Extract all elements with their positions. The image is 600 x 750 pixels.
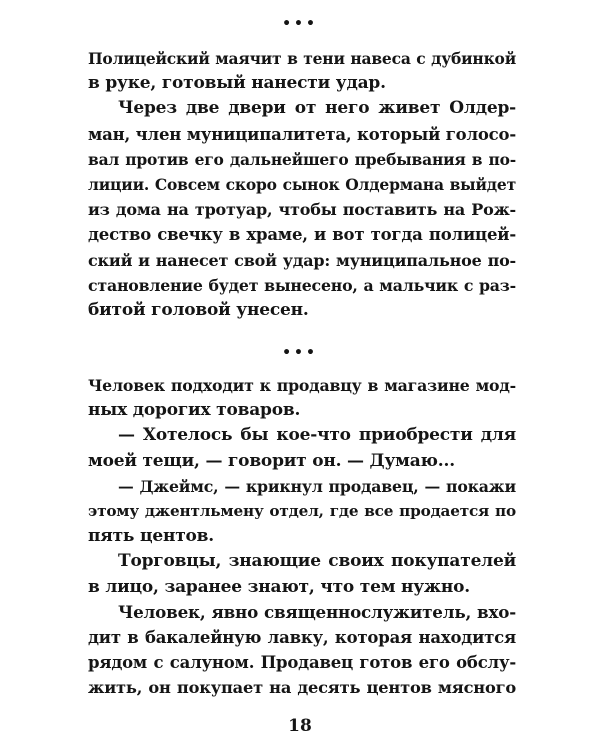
text-line: вал против его дальнейшего пребывания в по- <box>88 149 516 169</box>
section-separator: ••• <box>282 345 318 361</box>
text-line: Человек, явно священнослужитель, вхо- <box>118 601 516 622</box>
text-line: битой головой унесен. <box>88 299 309 320</box>
text-line: моей тещи, — говорит он. — Думаю... <box>88 450 455 471</box>
text-line: из дома на тротуар, чтобы поставить на Рож- <box>88 200 516 220</box>
text-line: этому джентльмену отдел, где все продается по <box>88 501 516 520</box>
text-line: жить, он покупает на десять центов мясного <box>88 678 516 698</box>
text-line: рядом с салуном. Продавец готов его обслу- <box>88 653 516 673</box>
text-line: — Джеймс, — крикнул продавец, — покажи <box>118 476 516 496</box>
text-line: ных дорогих товаров. <box>88 400 301 421</box>
text-line: Человек подходит к продавцу в магазине мод- <box>88 376 516 395</box>
text-line: становление будет вынесено, а мальчик с раз- <box>88 275 516 295</box>
text-line: Через две двери от него живет Олдер- <box>118 98 516 119</box>
text-line: ский и нанесет свой удар: муниципальное по- <box>88 250 516 270</box>
text-line: Полицейский маячит в тени навеса с дубинкой <box>88 49 516 68</box>
page-number: 18 <box>288 716 312 736</box>
text-line: лиции. Совсем скоро сынок Олдермана выйдет <box>88 174 516 194</box>
section-separator: ••• <box>282 16 318 32</box>
section-1-text <box>88 46 516 323</box>
text-line: — Хотелось бы кое-что приобрести для <box>118 425 516 446</box>
text-line: в руке, готовый нанести удар. <box>88 73 386 94</box>
text-line: ман, член муниципалитета, который голосо- <box>88 124 516 144</box>
text-line: пять центов. <box>88 526 215 547</box>
text-line: дество свечку в храме, и вот тогда полицей- <box>88 225 516 245</box>
section-2-text <box>88 373 516 700</box>
text-line: дит в бакалейную лавку, которая находится <box>88 627 516 647</box>
text-line: в лицо, заранее знают, что тем нужно. <box>88 576 470 597</box>
text-line: Торговцы, знающие своих покупателей <box>118 551 516 572</box>
